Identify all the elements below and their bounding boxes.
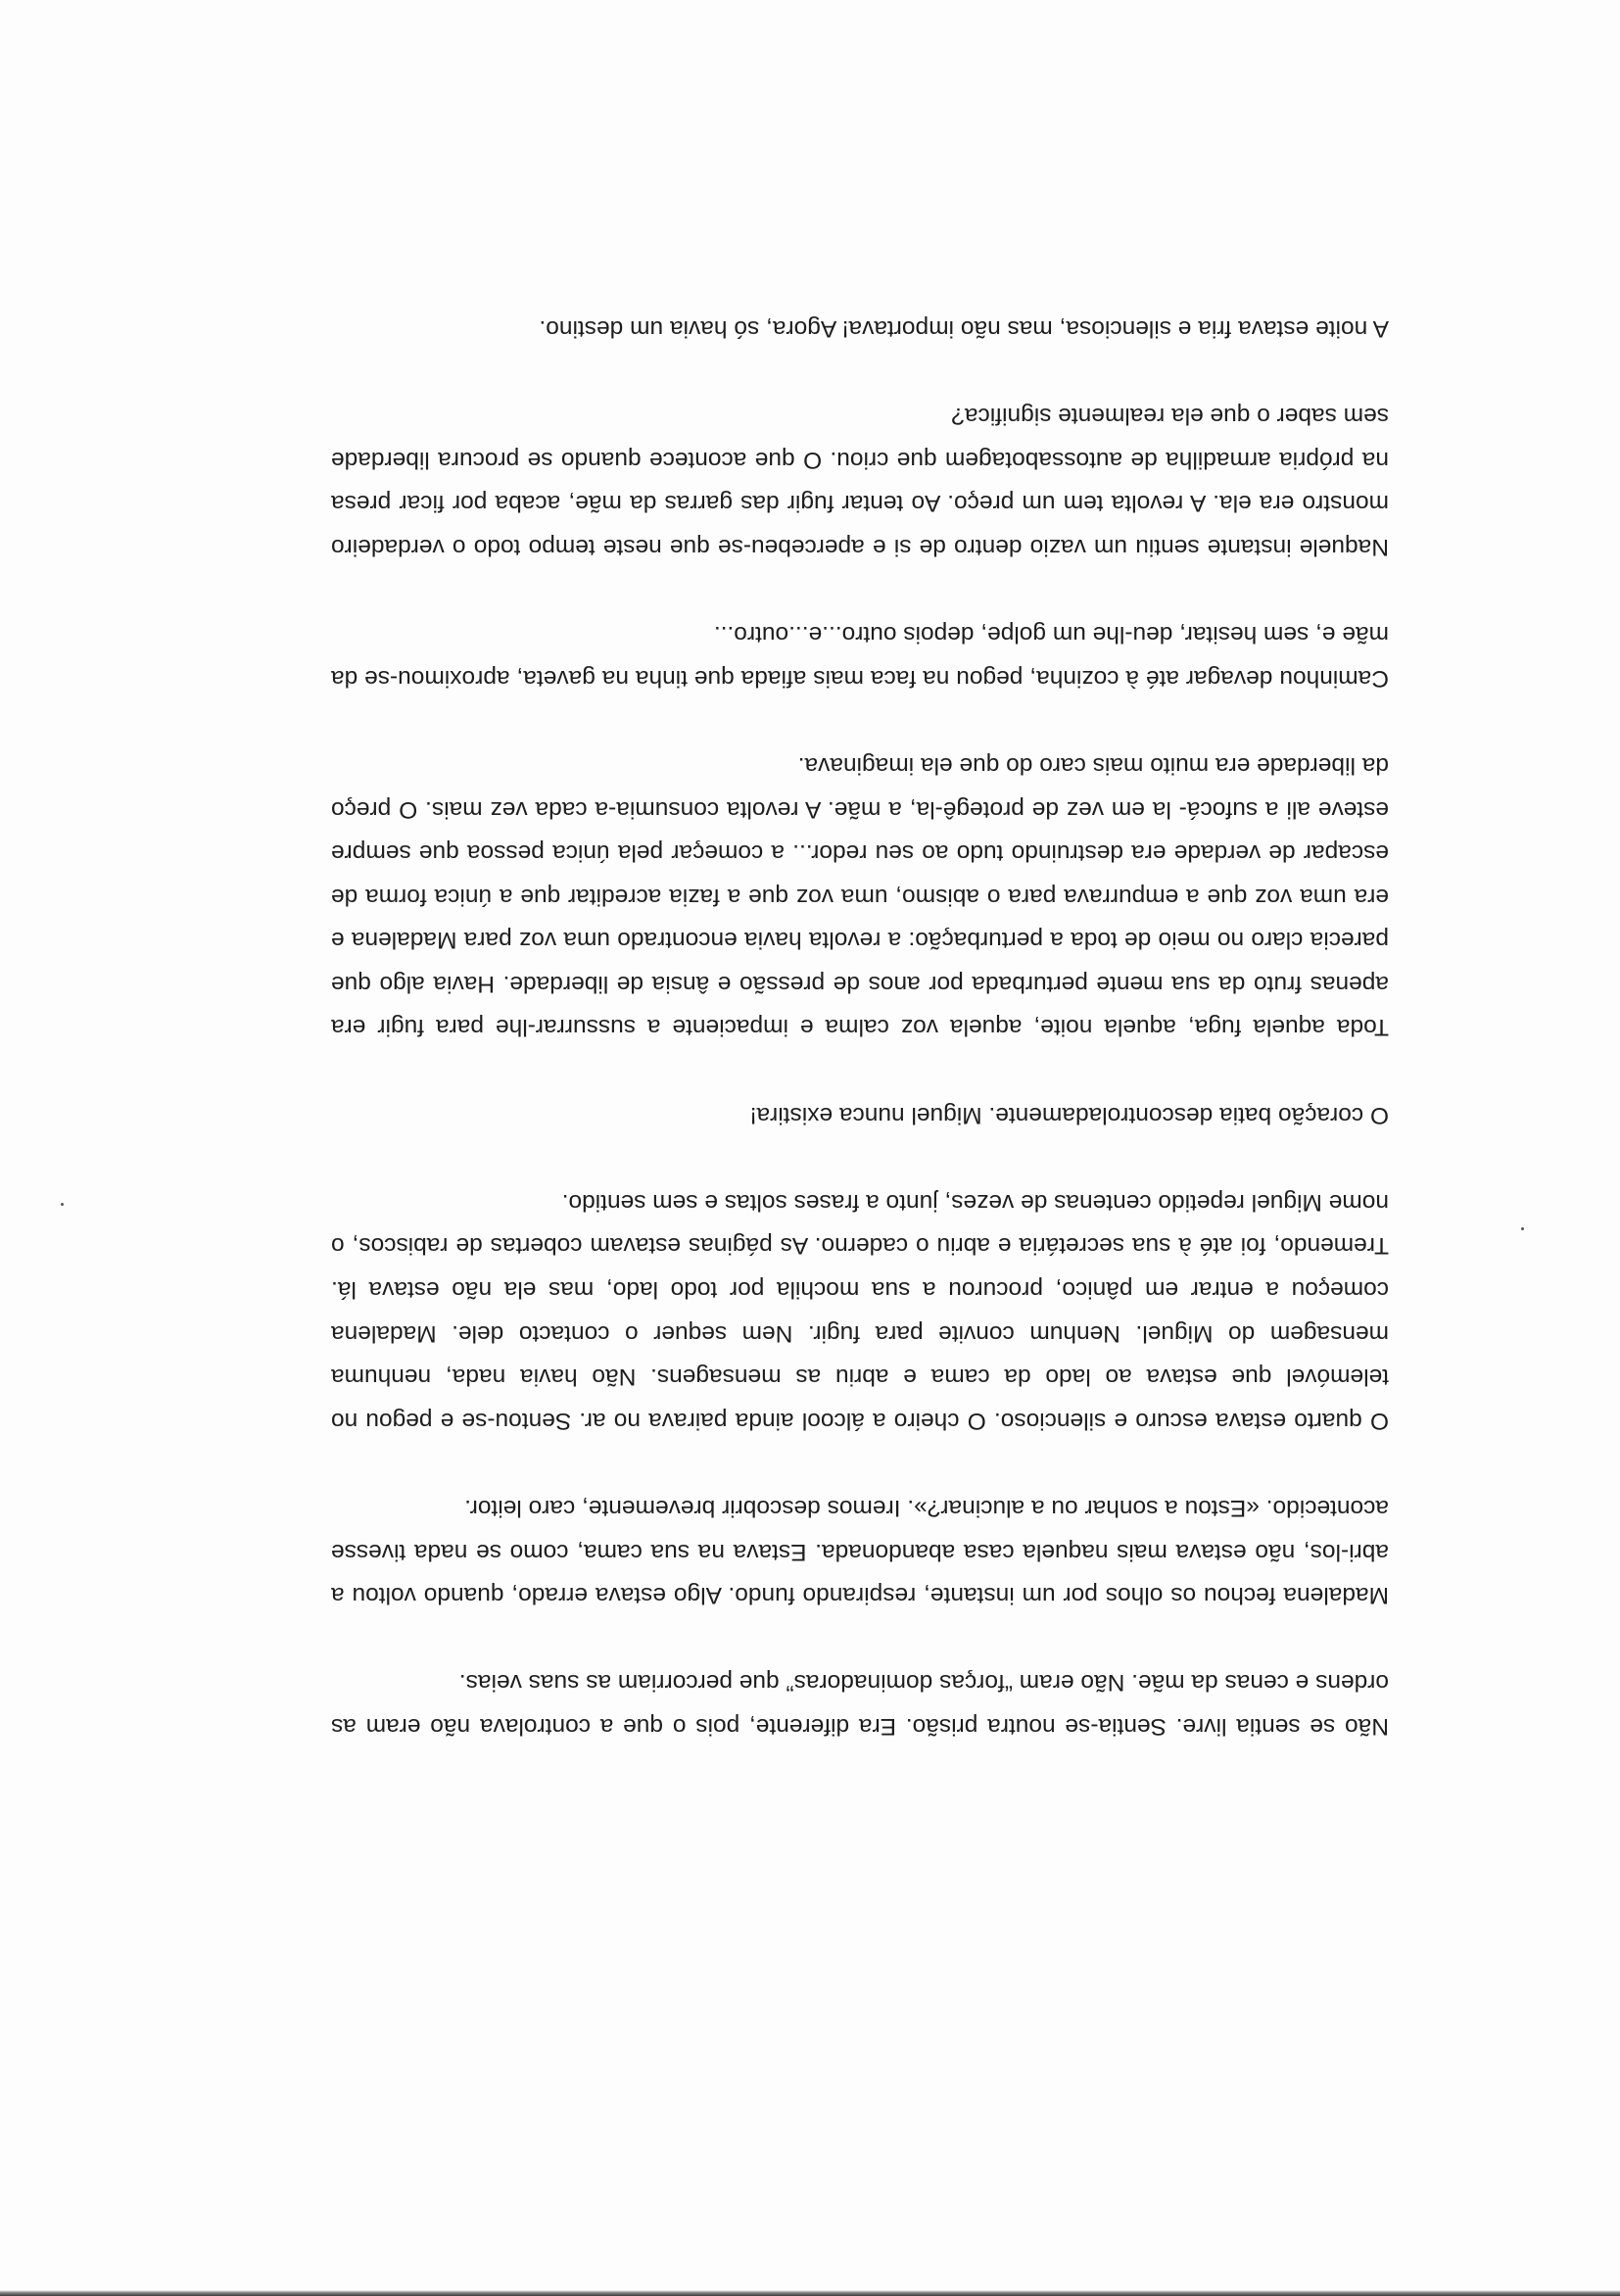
paragraph-2: Madalena fechou os olhos por um instante, respirando fundo. Algo estava errado, quando voltou a abri-los, não estava mais naquela casa abandonada. Estava na sua cama, como se nada tivesse acontecido. «Estou a sonhar ou a alucinar?». Iremos descobrir brevemente, caro leitor. bbox=[331, 1495, 1389, 1609]
scan-edge-shadow bbox=[0, 2290, 1620, 2296]
paragraph-4: O coração batia descontroladamente. Miguel nunca existira! bbox=[749, 1101, 1389, 1128]
paragraph-7: Naquele instante sentiu um vazio dentro de si e apercebeu-se que neste tempo todo o verdadeiro monstro era ela. A revolta tem um preço. Ao tentar fugir das garras da mãe, acaba por ficar presa na própria armadilha de autossabotagem que criou. O que acontece quando se procura liberdade sem saber o que ela realmente significa? bbox=[331, 403, 1389, 560]
paragraph-8: A noite estava fria e silenciosa, mas não importava! Agora, só havia um destino. bbox=[539, 315, 1389, 342]
paragraph-5: Toda aquela fuga, aquela noite, aquela voz calma e impaciente a sussurrar-lhe para fugir era apenas fruto da sua mente perturbada por anos de pressão e ânsia de liberdade. Havia algo que parecia claro no meio de toda a perturbação: a revolta havia encontrado uma voz para Madalena e era uma voz que a empurrava para o abismo, uma voz que a fazia acreditar que a única forma de escapar de verdade era destruindo tudo ao seu redor... a começar pela única pessoa que sempre esteve ali a sufocá- la em vez de protegê-la, a mãe. A revolta consumia-a cada vez mais. O preço da liberdade era muito mais caro do que ela imaginava. bbox=[331, 751, 1389, 1041]
scan-speck bbox=[1521, 1227, 1524, 1230]
story-text bbox=[331, 306, 1389, 1747]
paragraph-3: O quarto estava escuro e silencioso. O cheiro a álcool ainda pairava no ar. Sentou-se e pegou no telemóvel que estava ao lado da cama e abriu as mensagens. Não havia nada, nenhuma mensagem do Miguel. Nenhum convite para fugir. Nem sequer o contacto dele. Madalena começou a entrar em pânico, procurou a sua mochila por todo lado, mas ela não estava lá. Tremendo, foi até à sua secretária e abriu o caderno. As páginas estavam cobertas de rabiscos, o nome Miguel repetido centenas de vezes, junto a frases soltas e sem sentido. bbox=[331, 1188, 1389, 1434]
paragraph-6: Caminhou devagar até à cozinha, pegou na faca mais afiada que tinha na gaveta, aproximou-se da mãe e, sem hesitar, deu-lhe um golpe, depois outro...e...outro... bbox=[331, 621, 1389, 692]
scan-speck bbox=[61, 1203, 64, 1206]
paragraph-1: Não se sentia livre. Sentia-se noutra prisão. Era diferente, pois o que a controlava não eram as ordens e cenas da mãe. Não eram “forças dominadoras” que percorriam as suas veias. bbox=[331, 1669, 1389, 1740]
